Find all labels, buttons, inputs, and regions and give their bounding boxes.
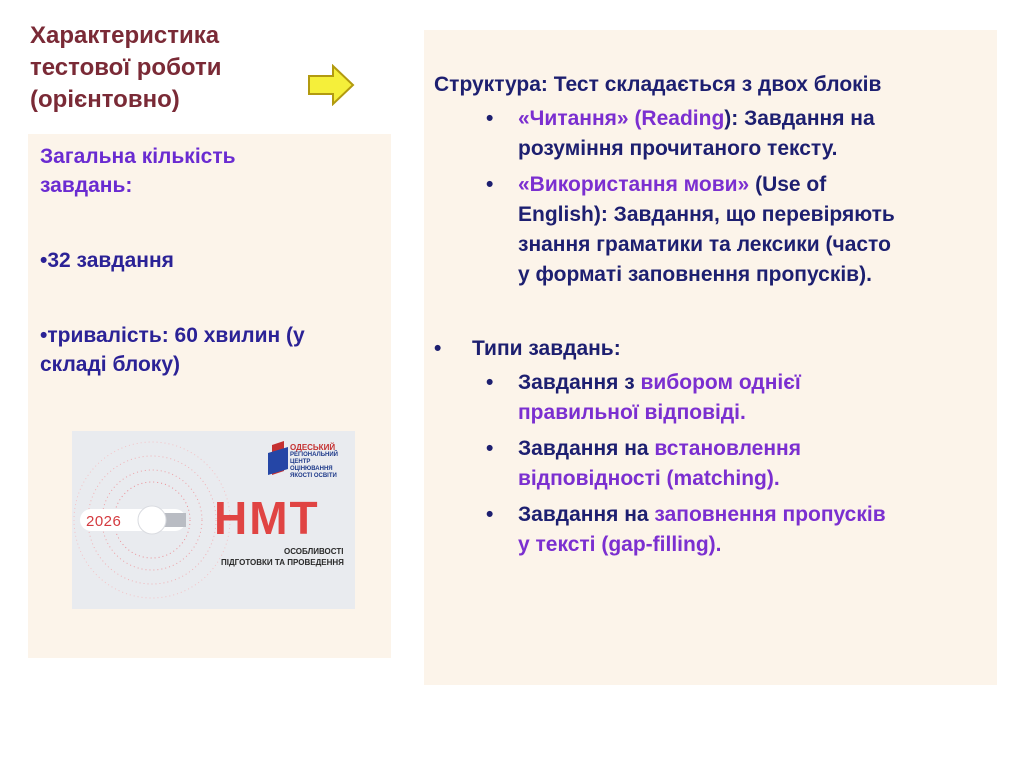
summary-text: [40, 142, 385, 379]
bullet: •: [486, 503, 494, 526]
title-line: (орієнтовно): [30, 86, 180, 113]
exam-code: НМТ: [214, 492, 320, 544]
center-logo-text: ОДЕСЬКИЙ РЕГІОНАЛЬНИЙ ЦЕНТР ОЦІНЮВАННЯ ЯКОСТІ ОСВІТИ: [290, 443, 338, 479]
structure-text: [434, 70, 989, 560]
list-item-multiple-choice: • Завдання з вибором однієї правильної відповіді.: [518, 368, 989, 428]
nmt-2026-image: [72, 431, 355, 609]
tasks-count: •32 завдання: [40, 249, 174, 272]
structure-panel: [424, 30, 997, 685]
right-arrow-icon: [307, 64, 355, 106]
structure-heading: Структура: Тест складається з двох блоків: [434, 73, 882, 96]
list-item-gap-filling: • Завдання на заповнення пропусків у тексті (gap-filling).: [518, 500, 989, 560]
bullet: •: [434, 337, 442, 360]
title-line: Характеристика: [30, 22, 220, 49]
image-subtitle: ОСОБЛИВОСТІ: [284, 547, 344, 556]
image-subtitle: ПІДГОТОВКИ ТА ПРОВЕДЕННЯ: [221, 558, 344, 567]
bullet: •: [486, 173, 494, 196]
summary-panel: [28, 134, 391, 658]
task-types-heading: • Типи завдань:: [472, 334, 989, 364]
duration: •тривалість: 60 хвилин (у складі блоку): [40, 324, 305, 376]
list-item-matching: • Завдання на встановлення відповідності (matching).: [518, 434, 989, 494]
list-item-reading: • «Читання» (Reading): Завдання на розуміння прочитаного тексту.: [518, 104, 989, 164]
exam-year: 2026: [86, 513, 122, 530]
bullet: •: [486, 437, 494, 460]
bullet: •: [486, 107, 494, 130]
list-item-use-of-english: • «Використання мови» (Use of English): Завдання, що перевіряють знання граматики та лексики (часто у форматі заповнення пропусків).: [518, 170, 989, 290]
bullet: •: [486, 371, 494, 394]
slide-title: [30, 20, 330, 116]
title-line: тестової роботи: [30, 54, 222, 81]
tasks-heading: Загальна кількість завдань:: [40, 145, 236, 197]
